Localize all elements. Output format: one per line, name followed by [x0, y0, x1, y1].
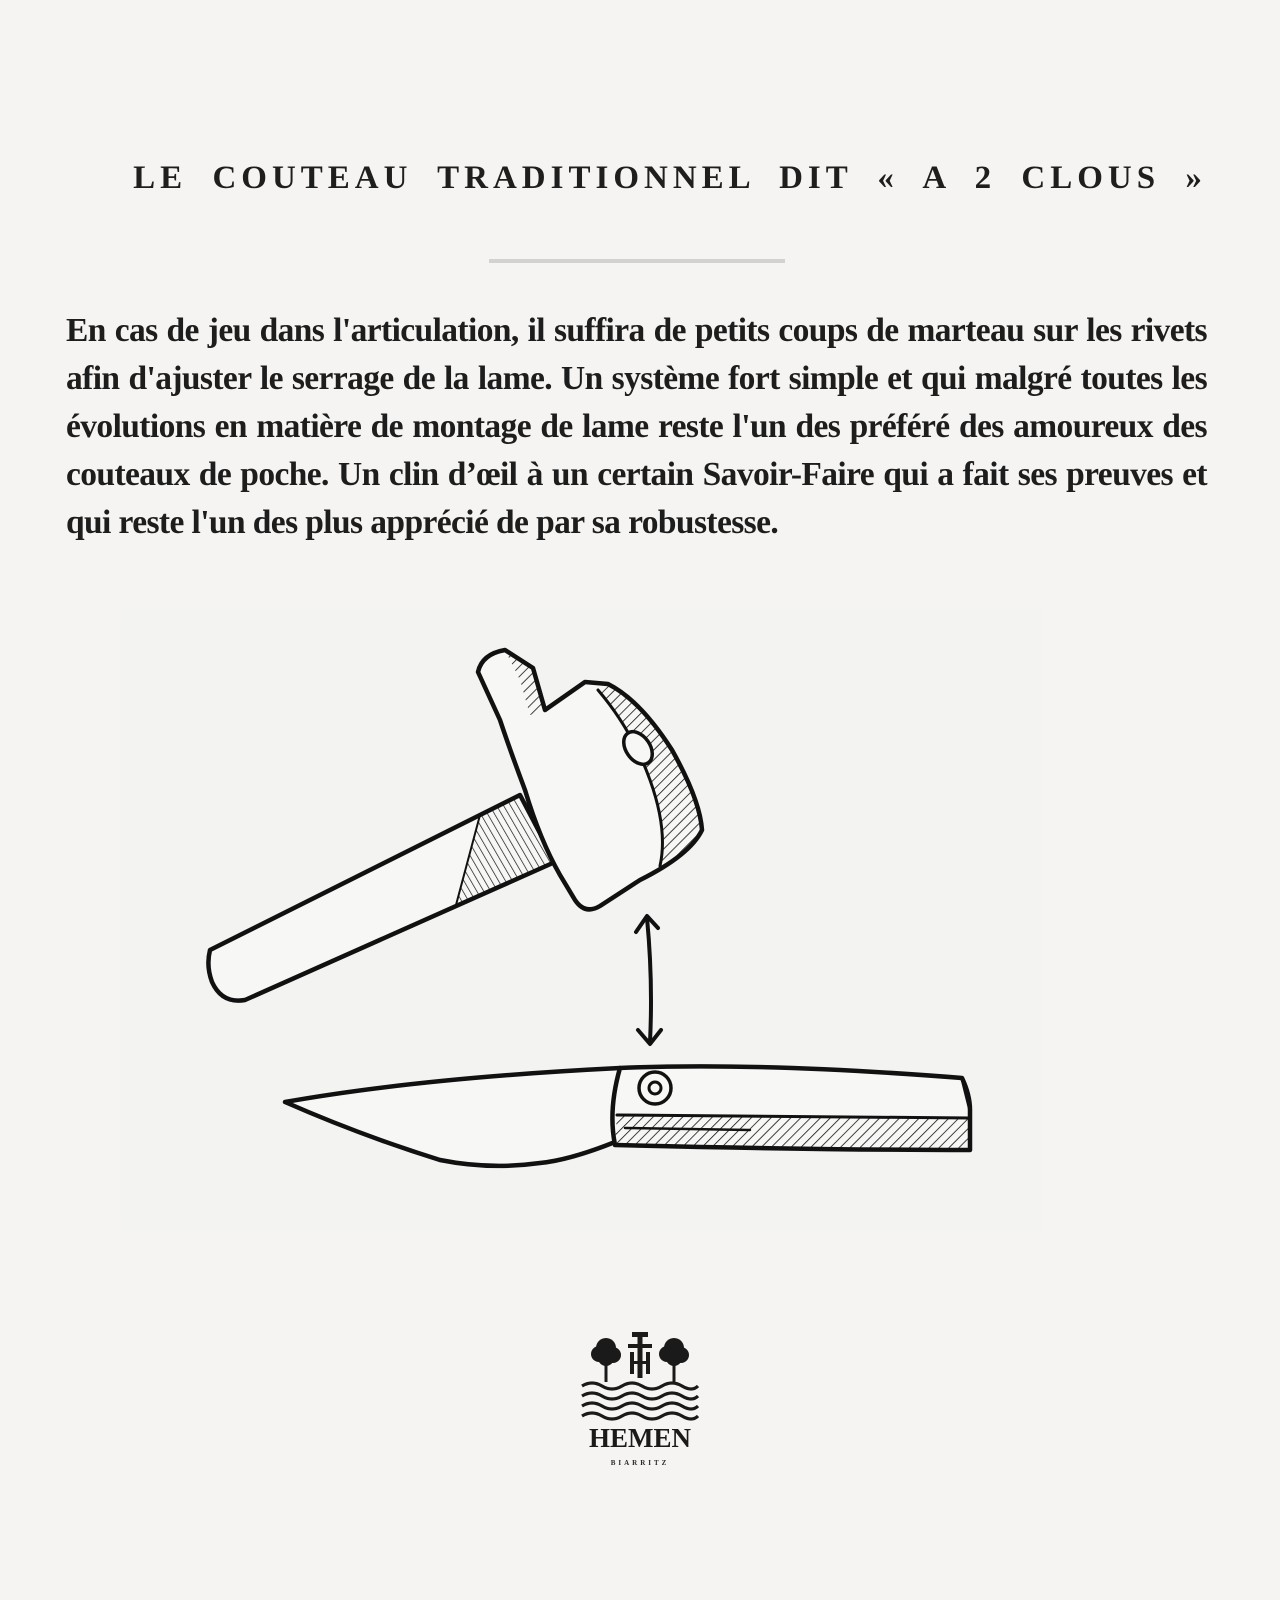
hammer-knife-illustration [120, 610, 1042, 1230]
hammer-icon [208, 650, 702, 1001]
illustration-panel [120, 610, 1042, 1230]
title-divider [489, 259, 785, 263]
double-arrow-icon [636, 916, 661, 1044]
tree-icon [591, 1338, 621, 1382]
hemen-logo-icon [580, 1330, 700, 1425]
description-paragraph: En cas de jeu dans l'articulation, il suffira de petits coups de marteau sur les rivets afin d'ajuster le serrage de la lame. Un système fort simple et qui malgré toutes les évolutions en matière de montage de lame reste l'un des préféré des amoureux des couteaux de poche. Un clin d’œil à un certain Savoir-Faire qui a fait ses preuves et qui reste l'un des plus apprécié de par sa robustesse. [66, 312, 1207, 541]
tree-icon [659, 1338, 689, 1382]
waves-icon [582, 1383, 698, 1419]
brand-name: HEMEN [588, 1423, 691, 1453]
brand-city: BIARRITZ [610, 1459, 670, 1467]
page-title: LE COUTEAU TRADITIONNEL DIT « A 2 CLOUS » [133, 160, 1207, 196]
cross-icon [628, 1332, 652, 1378]
folding-knife-icon [285, 1066, 970, 1166]
